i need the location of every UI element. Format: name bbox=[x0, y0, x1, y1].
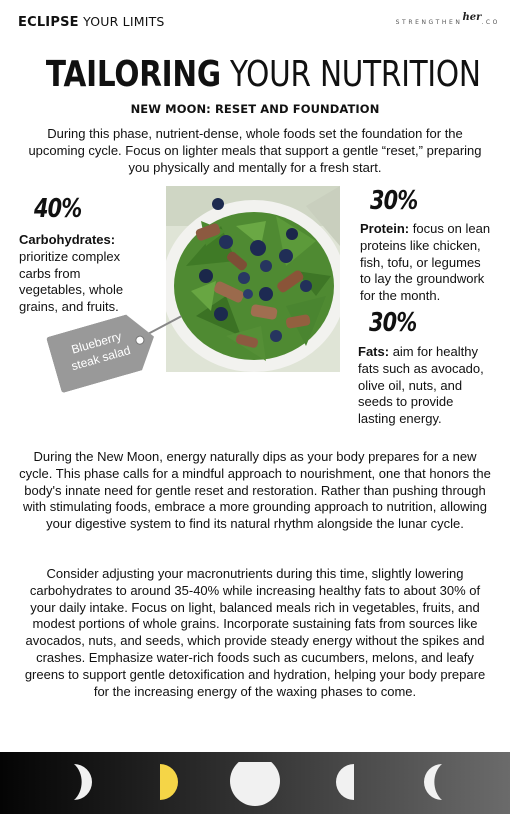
tag-label: Blueberry steak salad bbox=[69, 328, 132, 374]
brand-name-bold: ECLIPSE bbox=[18, 15, 79, 30]
carbs-label: Carbohydrates: bbox=[19, 232, 116, 247]
waning-crescent-icon bbox=[62, 762, 102, 802]
fats-text: aim for healthy fats such as avocado, olive oil, nuts, and seeds to provide lasting energy. bbox=[358, 344, 484, 427]
partner-name: STRENGTHEN bbox=[395, 19, 463, 26]
page-title-bold: TAILORING bbox=[45, 54, 221, 95]
page-title bbox=[45, 52, 481, 98]
protein-block bbox=[360, 221, 494, 305]
carbs-percent: 40% bbox=[34, 194, 82, 224]
brand-logo bbox=[18, 14, 165, 30]
partner-name-script: her bbox=[462, 12, 482, 23]
fats-block bbox=[358, 344, 492, 428]
carbs-block bbox=[19, 232, 149, 316]
fats-percent: 30% bbox=[369, 308, 417, 338]
carbs-text: prioritize complex carbs from vegetables, whole grains, and fruits. bbox=[19, 248, 124, 315]
body-paragraph-2: Consider adjusting your macronutrients during this time, slightly lowering carbohydrates to around 35-40% while increasing healthy fats to about 30% of your daily intake. Focus on light, balanced meals rich in vegetables, fruits, and modest portions of whole grains. Incorporate sustaining fats from sources like avocados, nuts, and seeds, which provide steady energy without the spikes and crashes. Emphasize water-rich foods such as cucumbers, melons, and leafy greens to support gentle detoxification and hydration, helping your body prepare for the increasing energy of the waxing phases to come. bbox=[24, 566, 486, 699]
protein-text: focus on lean proteins like chicken, fish, tofu, or legumes to lay the groundwork for the month. bbox=[360, 221, 491, 304]
section-subtitle: NEW MOON: RESET AND FOUNDATION bbox=[130, 102, 380, 116]
fats-label: Fats: bbox=[358, 344, 390, 359]
page-title-light: YOUR NUTRITION bbox=[230, 54, 481, 95]
last-quarter-icon bbox=[330, 762, 370, 802]
intro-text: During this phase, nutrient-dense, whole foods set the foundation for the upcoming cycle. Focus on lighter meals that support a gentle “reset,” preparing you physically and mentally for a fresh start. bbox=[28, 126, 482, 175]
salad-image bbox=[166, 186, 340, 372]
salad-photo bbox=[166, 186, 340, 372]
crescent-icon bbox=[410, 762, 450, 802]
partner-logo bbox=[395, 12, 500, 27]
full-moon-icon bbox=[230, 762, 280, 812]
photo-tag bbox=[46, 309, 162, 393]
brand-name-light: YOUR LIMITS bbox=[83, 14, 165, 29]
partner-domain: .CO bbox=[481, 19, 500, 26]
protein-label: Protein: bbox=[360, 221, 410, 236]
protein-percent: 30% bbox=[370, 186, 418, 216]
moon-phase-bar bbox=[0, 752, 510, 814]
first-quarter-icon bbox=[150, 762, 190, 802]
body-paragraph-1: During the New Moon, energy naturally dips as your body prepares for a new cycle. This phase calls for a mindful approach to nourishment, one that honors the body's innate need for gentle reset and restoration. Rather than pushing through with stimulating foods, embrace a more grounding approach to nutrition, allowing your digestive system to find its natural rhythm alongside the lunar cycle. bbox=[19, 449, 491, 532]
